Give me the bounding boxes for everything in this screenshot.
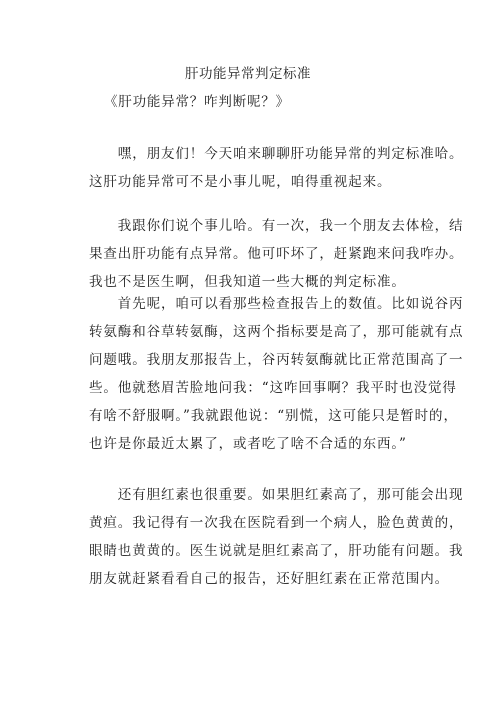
paragraph-line: 朋友就赶紧看看自己的报告，还好胆红素在正常范围内。: [89, 571, 449, 587]
paragraph-line: 果查出肝功能有点异常。他可吓坏了，赶紧跑来问我咋办。: [89, 246, 464, 262]
paragraph-3: [89, 290, 464, 458]
paragraph-line: 问题哦。我朋友那报告上，谷丙转氨酶就比正常范围高了一: [89, 352, 464, 368]
paragraph-line: 有啥不舒服啊。”我就跟他说：“别慌，这可能只是暂时的，: [89, 408, 458, 424]
paragraph-4: [89, 481, 464, 593]
paragraph-line: 些。他就愁眉苦脸地问我：“这咋回事啊？我平时也没觉得: [89, 380, 457, 396]
paragraph-1: [89, 140, 464, 196]
paragraph-2: [89, 212, 464, 296]
paragraph-line: 首先呢，咱可以看那些检查报告上的数值。比如说谷丙: [89, 296, 464, 312]
paragraph-line: 眼睛也黄黄的。医生说就是胆红素高了，肝功能有问题。我: [89, 543, 464, 559]
paragraph-line: 我也不是医生啊，但我知道一些大概的判定标准。: [89, 274, 406, 290]
document-subtitle: 《肝功能异常？咋判断呢？》: [104, 94, 290, 110]
paragraph-line: 我跟你们说个事儿哈。有一次，我一个朋友去体检，结: [89, 218, 464, 234]
paragraph-line: 黄疸。我记得有一次我在医院看到一个病人，脸色黄黄的，: [89, 515, 464, 531]
paragraph-line: 这肝功能异常可不是小事儿呢，咱得重视起来。: [89, 174, 392, 190]
paragraph-line: 也许是你最近太累了，或者吃了啥不合适的东西。”: [89, 436, 407, 452]
paragraph-line: 嘿，朋友们！今天咱来聊聊肝功能异常的判定标准哈。: [89, 146, 464, 162]
paragraph-line: 还有胆红素也很重要。如果胆红素高了，那可能会出现: [89, 487, 464, 503]
document-title: 肝功能异常判定标准: [185, 66, 311, 82]
paragraph-line: 转氨酶和谷草转氨酶，这两个指标要是高了，那可能就有点: [89, 324, 464, 340]
